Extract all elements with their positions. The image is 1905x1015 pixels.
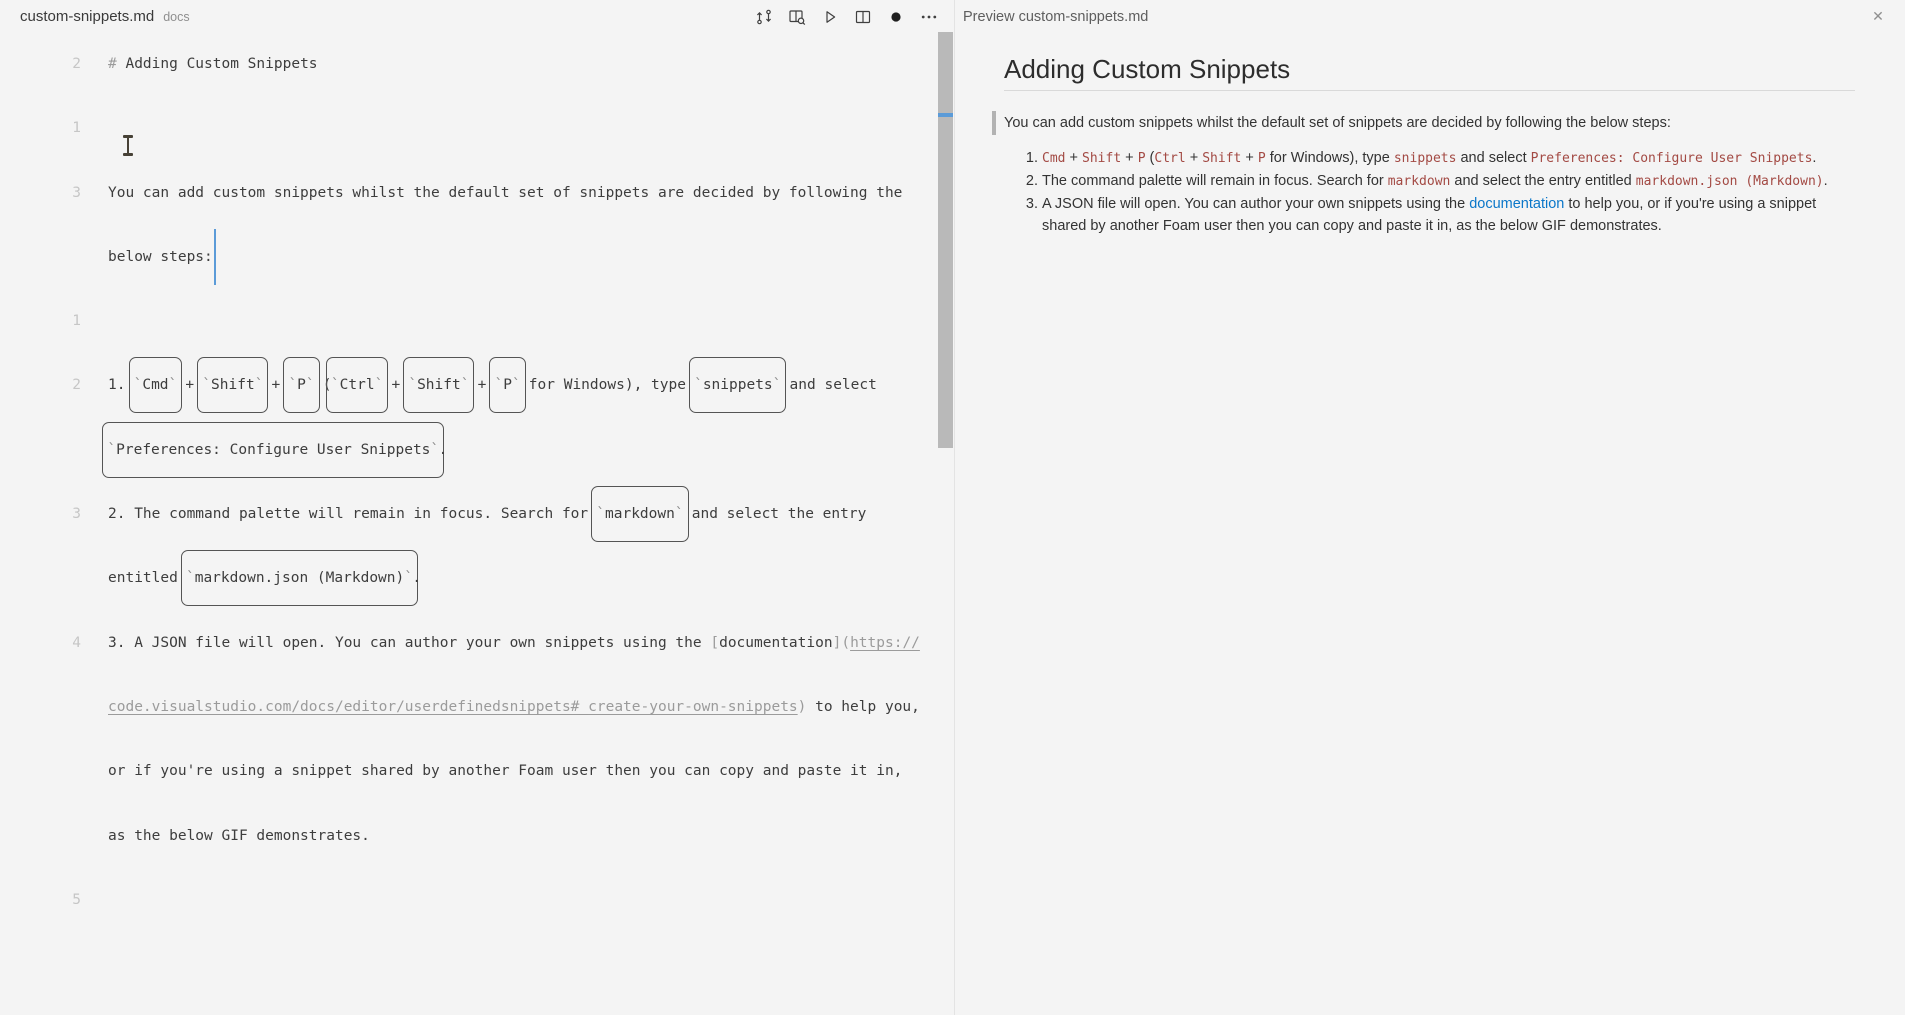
- editor-row[interactable]: [0, 611, 954, 675]
- editor-text: .: [412, 570, 422, 587]
- editor-line-text: [108, 546, 421, 610]
- code-text: Ctrl: [339, 377, 375, 394]
- backtick: `: [694, 377, 703, 394]
- editor-row[interactable]: [0, 161, 954, 225]
- line-number: 1: [72, 120, 81, 137]
- code-text: P: [297, 377, 306, 394]
- inline-code: Shift: [1082, 151, 1122, 166]
- backtick: `: [330, 377, 340, 394]
- more-actions-icon[interactable]: [918, 6, 939, 27]
- line-number: 4: [72, 634, 81, 651]
- step-text: to help you, or if you're using a snippet shared by another Foam user then you can copy and paste it in, as the below GIF demonstrates.: [1042, 196, 1817, 234]
- editor-line-text: [108, 225, 216, 289]
- editor-line-text: [108, 611, 920, 675]
- editor-line-text: [108, 353, 877, 417]
- editor-rows: [0, 32, 954, 932]
- preview-heading: Adding Custom Snippets: [1004, 54, 1291, 84]
- backtick: `: [772, 377, 782, 394]
- editor-line-text: [108, 32, 318, 96]
- inline-code: P: [1257, 151, 1266, 166]
- inline-code-box: [326, 357, 388, 413]
- overview-cursor-marker: [938, 113, 953, 117]
- url-text: https://: [850, 634, 920, 651]
- preview-pane-title: Preview custom-snippets.md: [963, 8, 1149, 25]
- backtick: `: [305, 377, 315, 394]
- run-icon[interactable]: [819, 6, 840, 27]
- line-number: 3: [72, 184, 81, 201]
- editor-text: +: [262, 377, 290, 394]
- editor-text: ](: [832, 634, 851, 651]
- editor-row[interactable]: [0, 225, 954, 289]
- editor-row[interactable]: [0, 804, 954, 868]
- preview-list-item: [1042, 170, 1855, 193]
- editor-text: 3. A JSON file will open. You can author your own snippets using the: [108, 634, 711, 651]
- editor-text: and select: [780, 377, 877, 394]
- backtick: `: [460, 377, 470, 394]
- inline-code: markdown: [1387, 174, 1451, 189]
- preview-list-item: [1042, 193, 1855, 237]
- backtick: `: [185, 570, 195, 587]
- editor-text: for Windows), type: [520, 377, 695, 394]
- editor-text: and select the entry: [683, 506, 867, 523]
- inline-code-box: [181, 550, 418, 606]
- inline-code-box: [129, 357, 183, 413]
- editor-line-text: [108, 739, 902, 803]
- open-preview-icon[interactable]: [786, 6, 807, 27]
- line-number: 2: [72, 56, 81, 72]
- code-text: markdown: [605, 506, 675, 523]
- backtick: `: [107, 441, 117, 458]
- step-text: +: [1121, 150, 1138, 166]
- code-text: snippets: [702, 377, 773, 394]
- editor-text: or if you're using a snippet shared by another Foam user then you can copy and paste it in,: [108, 763, 903, 780]
- editor-text: #: [108, 56, 126, 72]
- editor-line-text: [108, 161, 902, 225]
- code-text: Shift: [417, 377, 461, 394]
- backtick: `: [674, 506, 684, 523]
- step-text: +: [1185, 150, 1203, 166]
- backtick: `: [288, 377, 298, 394]
- open-changes-icon[interactable]: [753, 6, 774, 27]
- markdown-preview: [956, 32, 1905, 237]
- preview-intro-paragraph: You can add custom snippets whilst the default set of snippets are decided by following the below steps:: [1004, 113, 1855, 133]
- editor-text: Adding Custom Snippets: [125, 56, 318, 72]
- editor-scrollbar[interactable]: [938, 32, 953, 1015]
- inline-code-box: [102, 422, 444, 478]
- backtick: `: [494, 377, 504, 394]
- editor-text: 2. The command palette will remain in focus. Search for: [108, 506, 597, 523]
- heading-rule: [1004, 90, 1855, 91]
- inline-code: P: [1137, 151, 1146, 166]
- step-text: +: [1065, 150, 1083, 166]
- editor-row[interactable]: [0, 32, 954, 96]
- editor-line-text: [108, 804, 370, 868]
- line-number: 2: [72, 377, 81, 394]
- inline-code-box: [197, 357, 268, 413]
- editor-row[interactable]: [0, 418, 954, 482]
- editor-text: .: [438, 441, 448, 458]
- editor-text: +: [468, 377, 496, 394]
- backtick: `: [374, 377, 384, 394]
- step-text: +: [1241, 150, 1258, 166]
- editor-row[interactable]: [0, 675, 954, 739]
- dirty-indicator-icon[interactable]: [885, 6, 906, 27]
- editor-text: below steps:: [108, 248, 213, 265]
- inline-code: snippets: [1393, 151, 1457, 166]
- step-text: The command palette will remain in focus. Search for: [1042, 173, 1388, 189]
- backtick: `: [254, 377, 264, 394]
- editor-row[interactable]: [0, 353, 954, 417]
- inline-code: Cmd: [1042, 151, 1066, 166]
- inline-code: Shift: [1202, 151, 1242, 166]
- backtick: `: [202, 377, 212, 394]
- pane-divider: [954, 0, 955, 1015]
- code-text: markdown.json (Markdown): [194, 570, 405, 587]
- editor-text: 1.: [108, 377, 135, 394]
- step-text: for Windows), type: [1265, 150, 1394, 166]
- editor-text: You can add custom snippets whilst the default set of snippets are decided by following the: [108, 184, 903, 201]
- code-text: Preferences: Configure User Snippets: [116, 441, 431, 458]
- text-caret: [214, 229, 216, 285]
- line-number: 3: [72, 506, 81, 523]
- inline-code: Ctrl: [1154, 151, 1186, 166]
- scrollbar-thumb[interactable]: [938, 32, 953, 448]
- editor-text: +: [176, 377, 203, 394]
- editor-line-text: [108, 418, 447, 482]
- editor-row[interactable]: [0, 868, 954, 932]
- backtick: `: [596, 506, 606, 523]
- step-text: and select the entry entitled: [1450, 173, 1636, 189]
- editor-text: documentation: [719, 634, 833, 651]
- editor-text: (: [314, 377, 332, 394]
- editor-toolbar: [753, 0, 939, 33]
- backtick: `: [430, 441, 440, 458]
- backtick: `: [404, 570, 413, 587]
- backtick: `: [133, 377, 143, 394]
- editor-text: [: [710, 634, 720, 651]
- editor-row[interactable]: [0, 482, 954, 546]
- markdown-editor[interactable]: [0, 32, 954, 1015]
- url-text: code.visualstudio.com/docs/editor/userdefinedsnippets#_create-your-own-snippets: [108, 698, 798, 715]
- code-text: P: [503, 377, 512, 394]
- documentation-link[interactable]: documentation: [1469, 196, 1565, 212]
- step-text: .: [1823, 173, 1828, 189]
- mouse-cursor-ibeam: [123, 135, 133, 156]
- line-number: 5: [72, 891, 81, 908]
- editor-text: ): [797, 698, 807, 715]
- code-text: Shift: [211, 377, 255, 394]
- editor-line-text: [108, 482, 866, 546]
- inline-code: markdown.json (Markdown): [1635, 174, 1824, 189]
- tab-folder-label: docs: [163, 10, 190, 24]
- split-editor-icon[interactable]: [852, 6, 873, 27]
- code-text: Cmd: [142, 377, 169, 394]
- editor-text: to help you,: [806, 698, 920, 715]
- editor-row[interactable]: [0, 289, 954, 353]
- editor-text: as the below GIF demonstrates.: [108, 827, 370, 844]
- tab-filename: custom-snippets.md: [20, 8, 155, 25]
- backtick: `: [408, 377, 418, 394]
- inline-code-box: [689, 357, 786, 413]
- close-icon[interactable]: ✕: [1872, 8, 1884, 24]
- backtick: `: [511, 377, 521, 394]
- preview-steps-list: [1004, 147, 1855, 237]
- editor-line-text: [108, 675, 920, 739]
- editor-row[interactable]: [0, 546, 954, 610]
- editor-row[interactable]: [0, 739, 954, 803]
- step-text: .: [1812, 150, 1817, 166]
- inline-code: Preferences: Configure User Snippets: [1530, 151, 1813, 166]
- inline-code-box: [403, 357, 474, 413]
- editor-row[interactable]: [0, 96, 954, 160]
- editor-tab[interactable]: [20, 0, 190, 33]
- editor-text: +: [382, 377, 409, 394]
- line-number: 1: [72, 313, 81, 330]
- backtick: `: [168, 377, 178, 394]
- step-text: and select: [1456, 150, 1531, 166]
- preview-list-item: [1042, 147, 1855, 170]
- step-text: A JSON file will open. You can author your own snippets using the: [1042, 196, 1470, 212]
- inline-code-box: [591, 486, 688, 542]
- editor-text: entitled: [108, 570, 187, 587]
- step-text: (: [1145, 150, 1155, 166]
